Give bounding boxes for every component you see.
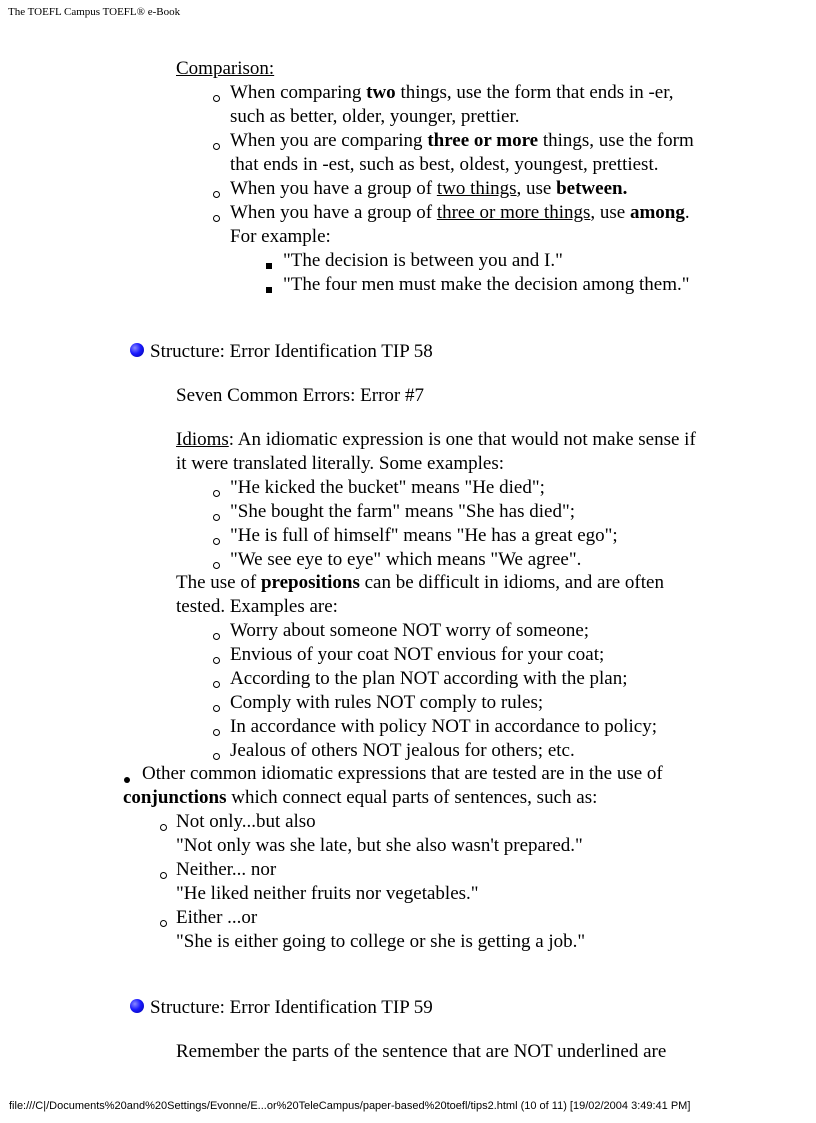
conjunction-label: Either ...or <box>176 907 258 928</box>
hollow-bullet-icon <box>213 143 220 150</box>
comparison-item-3: When you have a group of two things, use between. <box>230 178 628 199</box>
prepositions-text-cont: tested. Examples are: <box>176 596 338 617</box>
square-bullet-icon <box>266 287 272 293</box>
blue-bullet-icon <box>130 343 144 357</box>
tip58-title: Structure: Error Identification TIP 58 <box>150 341 433 362</box>
hollow-bullet-icon <box>213 729 220 736</box>
tip58-subtitle: Seven Common Errors: Error #7 <box>176 385 425 406</box>
comparison-item-1: When comparing two things, use the form that ends in -er, <box>230 82 674 103</box>
hollow-bullet-icon <box>213 538 220 545</box>
blue-bullet-icon <box>130 999 144 1013</box>
preposition-example: Envious of your coat NOT envious for your coat; <box>230 644 605 665</box>
hollow-bullet-icon <box>160 872 167 879</box>
square-bullet-icon <box>266 263 272 269</box>
conjunctions-text-cont: conjunctions which connect equal parts of sentences, such as: <box>123 787 598 808</box>
hollow-bullet-icon <box>160 920 167 927</box>
preposition-example: According to the plan NOT according with the plan; <box>230 668 628 689</box>
hollow-bullet-icon <box>213 657 220 664</box>
tip59-title: Structure: Error Identification TIP 59 <box>150 997 433 1018</box>
example-1: "The decision is between you and I." <box>283 250 563 271</box>
prepositions-text: The use of prepositions can be difficult in idioms, and are often <box>176 572 664 593</box>
preposition-example: Worry about someone NOT worry of someone; <box>230 620 590 641</box>
tip59-text: Remember the parts of the sentence that are NOT underlined are <box>176 1041 667 1062</box>
preposition-example: In accordance with policy NOT in accordance to policy; <box>230 716 657 737</box>
idiom-example: "We see eye to eye" which means "We agree". <box>230 549 582 570</box>
comparison-item-4: When you have a group of three or more things, use among. <box>230 202 690 223</box>
idiom-example: "She bought the farm" means "She has died"; <box>230 501 575 522</box>
idioms-definition-cont: it were translated literally. Some examples: <box>176 453 504 474</box>
conjunction-example: "He liked neither fruits nor vegetables." <box>176 883 479 904</box>
preposition-example: Comply with rules NOT comply to rules; <box>230 692 544 713</box>
conjunction-example: "She is either going to college or she is getting a job." <box>176 931 586 952</box>
document-header: The TOEFL Campus TOEFL® e-Book <box>8 6 181 18</box>
hollow-bullet-icon <box>160 824 167 831</box>
comparison-heading: Comparison: <box>176 58 275 79</box>
comparison-item-4-cont: For example: <box>230 226 331 247</box>
example-2: "The four men must make the decision among them." <box>283 274 690 295</box>
conjunction-example: "Not only was she late, but she also wasn't prepared." <box>176 835 583 856</box>
hollow-bullet-icon <box>213 562 220 569</box>
hollow-bullet-icon <box>213 753 220 760</box>
conjunctions-text: Other common idiomatic expressions that are tested are in the use of <box>142 763 663 784</box>
idiom-example: "He kicked the bucket" means "He died"; <box>230 477 545 498</box>
hollow-bullet-icon <box>213 705 220 712</box>
hollow-bullet-icon <box>213 633 220 640</box>
hollow-bullet-icon <box>213 95 220 102</box>
hollow-bullet-icon <box>213 681 220 688</box>
hollow-bullet-icon <box>213 490 220 497</box>
conjunction-label: Neither... nor <box>176 859 277 880</box>
conjunction-label: Not only...but also <box>176 811 316 832</box>
disc-bullet-icon <box>124 777 130 783</box>
comparison-item-1-cont: such as better, older, younger, prettier. <box>230 106 520 127</box>
hollow-bullet-icon <box>213 215 220 222</box>
idiom-example: "He is full of himself" means "He has a great ego"; <box>230 525 618 546</box>
idioms-definition: Idioms: An idiomatic expression is one that would not make sense if <box>176 429 696 450</box>
preposition-example: Jealous of others NOT jealous for others; etc. <box>230 740 575 761</box>
hollow-bullet-icon <box>213 514 220 521</box>
comparison-item-2: When you are comparing three or more things, use the form <box>230 130 694 151</box>
hollow-bullet-icon <box>213 191 220 198</box>
comparison-item-2-cont: that ends in -est, such as best, oldest, youngest, prettiest. <box>230 154 659 175</box>
document-footer: file:///C|/Documents%20and%20Settings/Evonne/E...or%20TeleCampus/paper-based%20toefl/tips2.html (10 of 11) [19/02/2004 3:49:41 PM] <box>9 1100 691 1112</box>
